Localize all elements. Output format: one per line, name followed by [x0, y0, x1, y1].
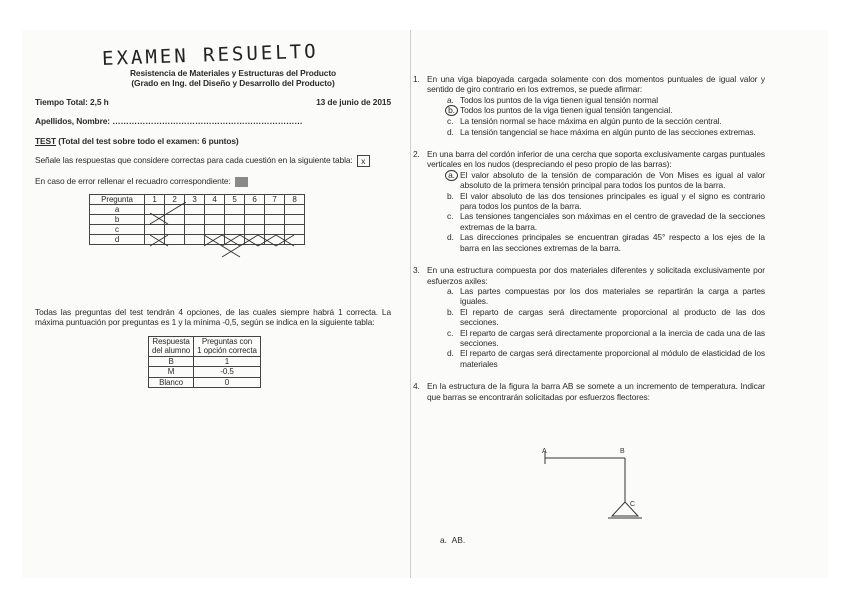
- label-b: B: [620, 448, 625, 455]
- grid-question-number: 3: [185, 194, 205, 204]
- mark-c-q1: [150, 235, 168, 246]
- score-answer: M: [149, 367, 194, 378]
- option-letter: b.: [447, 190, 454, 201]
- right-page: [413, 74, 765, 402]
- question-body: [427, 149, 765, 253]
- score-col1-line1: Respuesta: [152, 336, 190, 346]
- question-text: En una estructura compuesta por dos materiales diferentes y solicitada exclusivamente por esfuerzos axiles:: [427, 265, 765, 286]
- grid-row-letter: d: [90, 234, 145, 244]
- score-col2-header: [194, 336, 261, 356]
- score-col1-line2: del alumno: [152, 346, 191, 356]
- option-text: El valor absoluto de la tensión de comparación de Von Mises es igual al valor absoluto de la primera tensión principal para todos los puntos de la barra.: [460, 169, 765, 191]
- mark-example-box: x: [357, 155, 370, 167]
- question-number: 3.: [413, 265, 420, 276]
- score-col1-header: [149, 336, 194, 356]
- grid-question-number: 8: [285, 194, 305, 204]
- option[interactable]: [447, 348, 765, 369]
- option-text: Las partes compuestas por los dos materiales se repartirán la carga a partes iguales.: [460, 285, 765, 307]
- question-body: [427, 74, 765, 137]
- instruction-error-text: En caso de error rellenar el recuadro correspondiente:: [35, 176, 231, 187]
- exam-date: 13 de junio de 2015: [316, 96, 391, 107]
- left-page: [35, 40, 391, 388]
- mark-c-row-cross: [204, 235, 294, 246]
- structure-figure: [540, 444, 810, 524]
- option[interactable]: [447, 127, 765, 137]
- circled-letter: b.: [445, 105, 458, 116]
- option-text: Las direcciones principales se encuentran giradas 45° respecto a los ejes de la barra en las secciones extremas de la barra.: [460, 232, 765, 253]
- score-value: 0: [194, 377, 261, 388]
- score-value: 1: [194, 356, 261, 367]
- score-table-header: [149, 336, 261, 356]
- option-letter: d.: [447, 232, 454, 243]
- answer-grid-wrap: [35, 194, 391, 245]
- grid-question-number: 1: [145, 194, 165, 204]
- mark-d-row: [222, 246, 240, 257]
- page-fold: [410, 30, 411, 578]
- question-number: 2.: [413, 149, 420, 160]
- option-letter: c.: [447, 211, 454, 222]
- option-letter: a.: [447, 285, 454, 296]
- score-col2-line2: 1 opción correcta: [197, 346, 257, 356]
- option-text: AB.: [451, 535, 466, 545]
- grid-row-letter: c: [90, 224, 145, 234]
- question-3: [413, 265, 765, 369]
- option-text: La tensión tangencial se hace máxima en algún punto de las secciones extremas.: [460, 126, 756, 137]
- handwritten-title: EXAMEN RESUELTO: [101, 40, 319, 71]
- grid-question-number: 5: [225, 194, 245, 204]
- score-value: -0.5: [194, 367, 261, 378]
- answer-marks: [150, 202, 370, 262]
- question-text: En una barra del cordón inferior de una cercha que soporta exclusivamente cargas puntuales verticales en los nudos (despreciando el peso propio de las barras):: [427, 149, 765, 170]
- total-time: Tiempo Total: 2,5 h: [35, 96, 109, 107]
- time-date-row: [35, 97, 391, 107]
- instruction-mark: [35, 155, 391, 167]
- grid-header-label: Pregunta: [90, 194, 145, 204]
- question-text: En la estructura de la figura la barra AB se somete a un incremento de temperatura. Indicar que barras se encontrarán solicitadas por esfuerzos flectores:: [427, 381, 765, 402]
- score-answer: B: [149, 356, 194, 367]
- option-text: El valor absoluto de las dos tensiones principales es igual y el signo es contrario para todos los puntos de la barra.: [460, 190, 765, 212]
- question-text: En una viga biapoyada cargada solamente con dos momentos puntuales de igual valor y sentido de giro contrario en los extremos, se puede afirmar:: [427, 74, 765, 95]
- option[interactable]: [447, 232, 765, 253]
- question-body: [427, 381, 765, 402]
- grid-question-number: 4: [205, 194, 225, 204]
- score-col2-line1: Preguntas con: [201, 336, 253, 346]
- option[interactable]: [447, 95, 765, 105]
- option-text: El reparto de cargas será directamente proporcional a la inercia de cada una de las secciones.: [460, 327, 765, 348]
- score-answer: Blanco: [149, 377, 194, 388]
- option-text: Todos los puntos de la viga tienen igual tensión normal: [460, 94, 658, 105]
- question-2: [413, 149, 765, 253]
- scoring-paragraph: Todas las preguntas del test tendrán 4 opciones, de las cuales siempre habrá 1 correcta. La máxima puntuación por preguntas es 1 y la mínima -0,5, según se indica en la siguiente tabla:: [35, 306, 391, 328]
- option[interactable]: [447, 211, 765, 232]
- option-letter: [447, 170, 460, 191]
- score-row: [149, 377, 261, 388]
- option[interactable]: [447, 286, 765, 307]
- label-c: C: [630, 501, 636, 508]
- option-text: El reparto de cargas será directamente proporcional al producto de las dos secciones.: [460, 306, 765, 328]
- option[interactable]: [447, 191, 765, 212]
- option-text: Las tensiones tangenciales son máximas en el centro de gravedad de la secciones extremas de la barra.: [460, 211, 765, 232]
- option-letter: c.: [447, 327, 454, 338]
- score-row: [149, 367, 261, 378]
- option-letter: d.: [447, 126, 454, 137]
- test-heading-underlined: TEST: [35, 135, 57, 146]
- name-line: Apellidos, Nombre: ……………………………………………………………: [35, 116, 303, 127]
- grid-row-letter: b: [90, 214, 145, 224]
- question-4: [413, 381, 765, 402]
- test-heading-rest: (Total del test sobre todo el examen: 6 puntos): [56, 135, 239, 146]
- option-letter: a.: [440, 535, 447, 545]
- score-row: [149, 356, 261, 367]
- option-letter: [447, 105, 460, 116]
- grid-question-number: 7: [265, 194, 285, 204]
- option-selected[interactable]: [447, 170, 765, 191]
- grid-row-letter: a: [90, 204, 145, 214]
- option[interactable]: [447, 328, 765, 349]
- course-title: Resistencia de Materiales y Estructuras del Producto: [129, 68, 337, 78]
- option-letter: c.: [447, 116, 454, 127]
- question-1: [413, 74, 765, 137]
- label-a: A: [542, 448, 547, 455]
- filled-example-box: [235, 177, 248, 187]
- option-selected[interactable]: [447, 105, 765, 116]
- degree-line: (Grado en Ing. del Diseño y Desarrollo del Producto): [131, 78, 335, 89]
- answer-option-a[interactable]: [440, 535, 465, 545]
- option-text: La tensión normal se hace máxima en algún punto de la sección central.: [460, 116, 722, 127]
- grid-question-number: 6: [245, 194, 265, 204]
- mark-q1-b-q2-a: [150, 202, 186, 224]
- option[interactable]: [447, 307, 765, 328]
- instruction-mark-text: Señale las respuestas que considere correctas para cada cuestión en la siguiente tabla:: [35, 155, 353, 166]
- option-letter: b.: [447, 306, 454, 317]
- instruction-error: [35, 176, 391, 187]
- question-body: [427, 265, 765, 369]
- option-text: Todos los puntos de la viga tienen igual tensión tangencial.: [460, 105, 673, 116]
- score-table: [148, 336, 261, 389]
- test-heading: [35, 136, 391, 146]
- grid-question-number: 2: [165, 194, 185, 204]
- circled-letter: a.: [445, 170, 458, 181]
- option-letter: a.: [447, 94, 454, 105]
- option-text: El reparto de cargas será directamente proporcional al módulo de elasticidad de los materiales: [460, 348, 765, 369]
- option[interactable]: [447, 116, 765, 126]
- option-letter: d.: [447, 348, 454, 359]
- question-number: 4.: [413, 381, 420, 392]
- question-number: 1.: [413, 74, 420, 84]
